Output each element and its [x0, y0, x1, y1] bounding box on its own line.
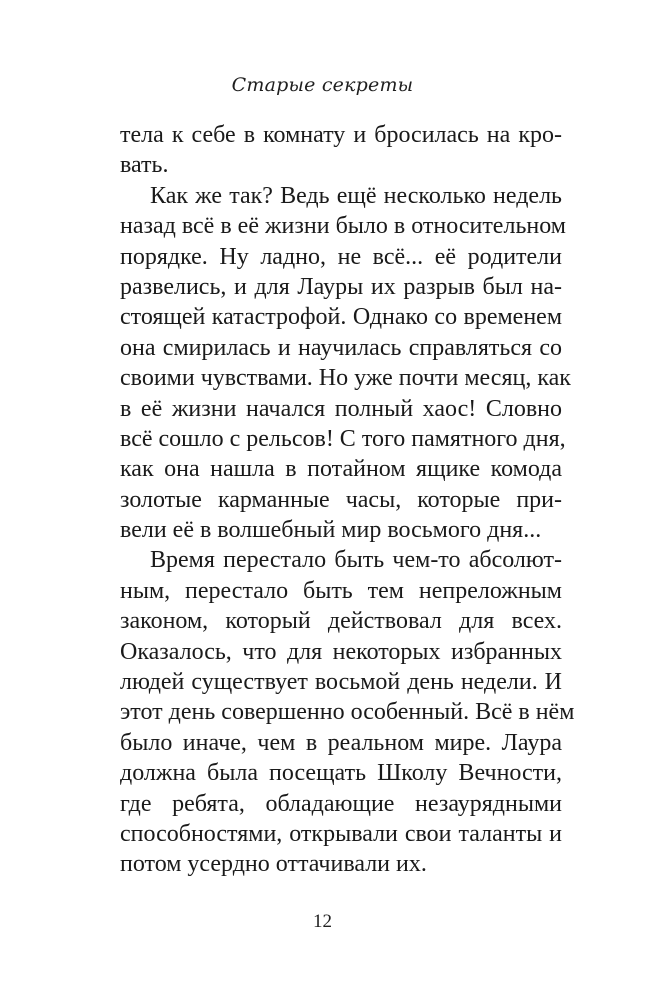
- text-line: людей существует восьмой день недели. И: [120, 669, 562, 696]
- text-line: способностями, открывали свои таланты и: [120, 820, 562, 847]
- text-line: стоящей катастрофой. Однако со временем: [120, 304, 562, 331]
- text-line: Как же так? Ведь ещё несколько недель: [150, 182, 562, 209]
- text-line: законом, который действовал для всех.: [120, 608, 562, 635]
- text-line: потом усердно оттачивали их.: [120, 851, 427, 878]
- text-line: как она нашла в потайном ящике комода: [120, 456, 562, 483]
- text-line: порядке. Ну ладно, не всё... её родители: [120, 243, 562, 270]
- text-line: развелись, и для Лауры их разрыв был на-: [120, 273, 562, 300]
- text-line: Оказалось, что для некоторых избранных: [120, 638, 562, 665]
- text-line: она смирилась и научилась справляться со: [120, 334, 562, 361]
- page-number: 12: [313, 911, 332, 932]
- text-line: золотые карманные часы, которые при-: [120, 486, 562, 513]
- text-line: где ребята, обладающие незаурядными: [120, 790, 562, 817]
- text-line: этот день совершенно особенный. Всё в нём: [120, 699, 575, 726]
- text-line: вать.: [120, 152, 169, 179]
- text-line: назад всё в её жизни было в относительном: [120, 213, 566, 240]
- text-line: в её жизни начался полный хаос! Словно: [120, 395, 562, 422]
- running-head: Старые секреты: [231, 74, 414, 96]
- text-line: Время перестало быть чем-то абсолют-: [150, 547, 562, 574]
- text-line: было иначе, чем в реальном мире. Лаура: [120, 729, 562, 756]
- text-line: вели её в волшебный мир восьмого дня...: [120, 517, 542, 544]
- text-line: тела к себе в комнату и бросилась на кро-: [120, 122, 562, 148]
- body-text: [120, 120, 575, 880]
- text-line: своими чувствами. Но уже почти месяц, как: [120, 365, 571, 392]
- text-line: должна была посещать Школу Вечности,: [120, 760, 562, 787]
- text-line: всё сошло с рельсов! С того памятного дня,: [120, 425, 566, 452]
- text-line: ным, перестало быть тем непреложным: [120, 577, 562, 604]
